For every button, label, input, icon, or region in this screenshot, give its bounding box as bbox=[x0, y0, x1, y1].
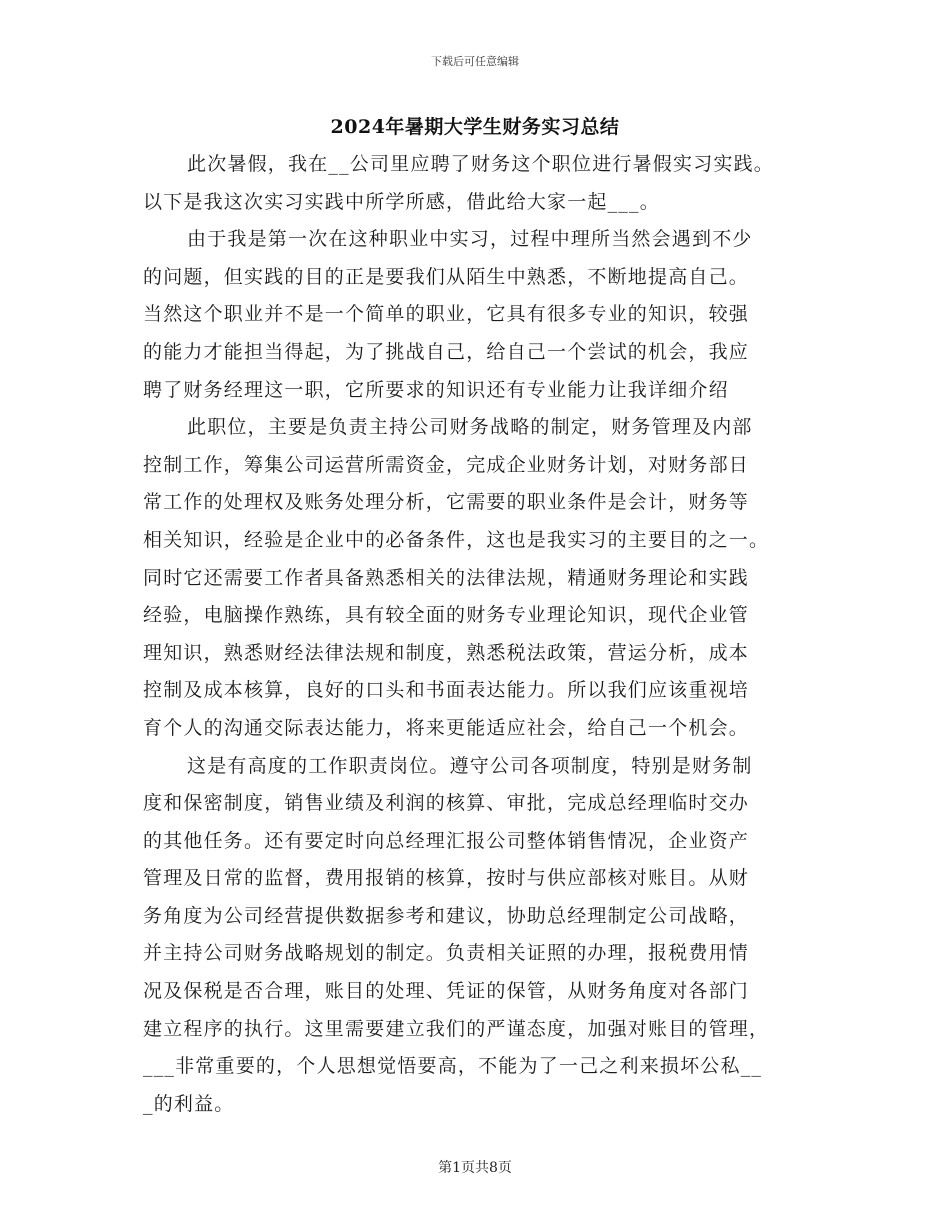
text-line: ___非常重要的，个人思想觉悟要高，不能为了一己之利来损坏公私__ bbox=[143, 1055, 763, 1078]
text-line: 此职位，主要是负责主持公司财务战略的制定，财务管理及内部 bbox=[187, 416, 753, 439]
text-line: 育个人的沟通交际表达能力，将来更能适应社会，给自己一个机会。 bbox=[143, 716, 750, 739]
text-line: 相关知识，经验是企业中的必备条件，这也是我实习的主要目的之一。 bbox=[143, 528, 770, 551]
page-footer: 第1页共8页 bbox=[438, 1160, 512, 1176]
text-line: 并主持公司财务战略规划的制定。负责相关证照的办理，报税费用情 bbox=[143, 942, 750, 965]
text-line: 的其他任务。还有要定时向总经理汇报公司整体销售情况，企业资产 bbox=[143, 829, 750, 852]
text-line: 理知识，熟悉财经法律法规和制度，熟悉税法政策，营运分析，成本 bbox=[143, 641, 750, 664]
text-line: 此次暑假，我在__公司里应聘了财务这个职位进行暑假实习实践。 bbox=[187, 153, 775, 175]
text-line: 控制工作，筹集公司运营所需资金，完成企业财务计划，对财务部日 bbox=[143, 453, 750, 476]
text-line: 控制及成本核算，良好的口头和书面表达能力。所以我们应该重视培 bbox=[143, 679, 750, 702]
text-line: 同时它还需要工作者具备熟悉相关的法律法规，精通财务理论和实践 bbox=[143, 566, 750, 589]
text-line: 度和保密制度，销售业绩及利润的核算、审批，完成总经理临时交办 bbox=[143, 792, 750, 815]
text-line: 的问题，但实践的目的正是要我们从陌生中熟悉，不断地提高自己。 bbox=[143, 265, 750, 288]
text-line: 常工作的处理权及账务处理分析，它需要的职业条件是会计，财务等 bbox=[143, 491, 750, 514]
text-line: 这是有高度的工作职责岗位。遵守公司各项制度，特别是财务制 bbox=[187, 754, 753, 777]
text-line: 聘了财务经理这一职，它所要求的知识还有专业能力让我详细介绍 bbox=[143, 378, 729, 401]
text-line: 管理及日常的监督，费用报销的核算，按时与供应部核对账目。从财 bbox=[143, 867, 750, 890]
header-note: 下载后可任意编辑 bbox=[431, 55, 519, 68]
text-line: 由于我是第一次在这种职业中实习，过程中理所当然会遇到不少 bbox=[187, 228, 753, 251]
text-line: 当然这个职业并不是一个简单的职业，它具有很多专业的知识，较强 bbox=[143, 303, 750, 326]
text-line: 务角度为公司经营提供数据参考和建议，协助总经理制定公司战略， bbox=[143, 904, 750, 927]
text-line: 的能力才能担当得起，为了挑战自己，给自己一个尝试的机会，我应 bbox=[143, 340, 750, 363]
document-title: 2024年暑期大学生财务实习总结 bbox=[330, 116, 620, 138]
text-line: 况及保税是否合理，账目的处理、凭证的保管，从财务角度对各部门 bbox=[143, 980, 750, 1003]
text-line: 经验，电脑操作熟练，具有较全面的财务专业理论知识，现代企业管 bbox=[143, 604, 750, 627]
text-line: 建立程序的执行。这里需要建立我们的严谨态度，加强对账目的管理， bbox=[143, 1017, 770, 1040]
text-line: 以下是我这次实习实践中所学所感，借此给大家一起___。 bbox=[143, 190, 660, 213]
document-body bbox=[143, 146, 809, 1123]
text-line: _的利益。 bbox=[143, 1092, 235, 1115]
